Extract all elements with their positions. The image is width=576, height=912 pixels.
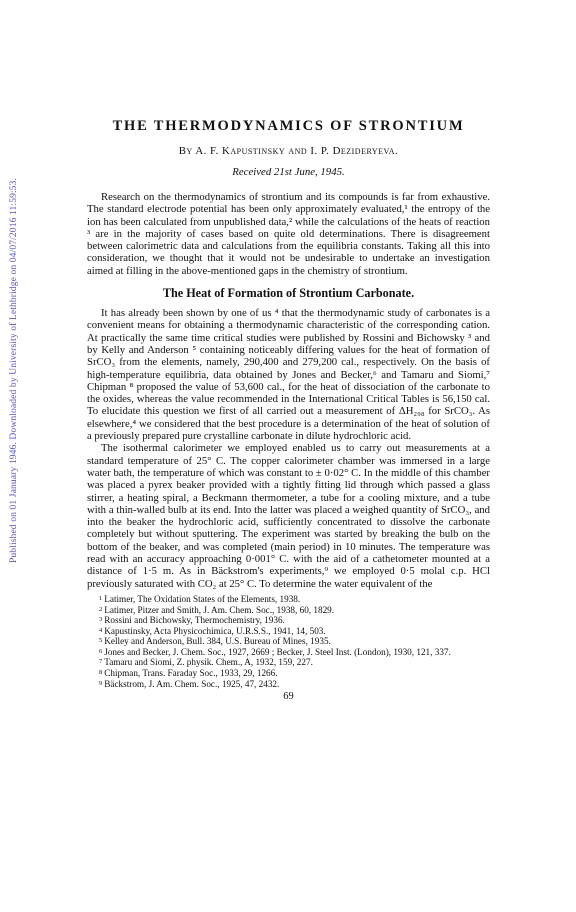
received-date: Received 21st June, 1945. [232,166,345,178]
footnote: $^6$ Jones and Becker, J. Chem. Soc., 1927, 2669 ; Becker, J. Steel Inst. (London), 1930, 121, 337. [99,646,451,657]
article-page [87,104,490,702]
footnotes-list [87,594,490,689]
footnote: $^9$ Bäckstrom, J. Am. Chem. Soc., 1925, 47, 2432. [99,678,280,689]
footnote: $^8$ Chipman, Trans. Faraday Soc., 1933, 29, 1266. [99,668,278,679]
article-body [87,191,490,590]
footnote: $^2$ Latimer, Pitzer and Smith, J. Am. Chem. Soc., 1938, 60, 1829. [99,604,335,615]
download-notice-sidebar [6,150,22,590]
footnote: $^7$ Tamaru and Siomi, Z. physik. Chem., A, 1932, 159, 227. [99,657,313,668]
download-notice-text: Published on 01 January 1946. Downloaded by University of Lethbridge on 04/07/2016 11:59:53. [8,177,20,563]
body-paragraph-3: The isothermal calorimeter we employed enabled us to carry out measurements at a standard temperature of 25° C. The copper calorimeter chamber was immersed in a large water bath, the temperature of which was constant to ± 0·02° C. In the middle of this chamber was placed a pyrex beaker provided with a tightly fitting lid through which passed a glass stirrer, a heating spiral, a Beckmann thermometer, a tube for a cooling mixture, and a tube with a thin-walled bulb at its end. Into the latter was placed a weighed quantity of SrCO₃, and into the beaker the hydrochloric acid, sufficiently concentrated to dissolve the carbonate completely but without sputtering. The experiment was started by breaking the bulb on the bottom of the beaker, and was completed (main period) in 10 minutes. The temperature was read with an accuracy approaching 0·001° C. with the aid of a cathetometer mounted at a distance of 1·5 m. As in Bäckstrom's experiments,⁹ we employed 0·5 molal c.p. HCl previously saturated with CO₂ at 25° C. To determine the water equivalent of the [87,442,490,590]
footnote: $^1$ Latimer, The Oxidation States of the Elements, 1938. [99,593,301,604]
article-byline: By A. F. Kapustinsky and I. P. Dezideryeva. [178,145,399,157]
body-paragraph-2: It has already been shown by one of us ⁴ that the thermodynamic study of carbonates is a convenient means for obtaining a thermodynamic characteristic of the corresponding cation. At practically the same time critical studies were published by Rossini and Bichowsky ³ and by Kelly and Anderson ⁵ containing noticeably differing values for the heat of formation of SrCO₃ from the elements, namely, 290,400 and 279,200 cal., respectively. On the basis of high-temperature equilibria, data obtained by Jones and Becker,⁶ and Tamaru and Siomi,⁷ Chipman ⁸ proposed the value of 53,600 cal., for the heat of dissociation of the carbonate to the oxides, whereas the value recommended in the International Critical Tables is 56,150 cal. To elucidate this question we first of all carried out a measurement of ΔH₂₉₈ for SrCO₃. As elsewhere,⁴ we considered that the best procedure is a determination of the heat of solution of a previously prepared pure crystalline carbonate in dilute hydrochloric acid. [87,307,490,443]
page-number: 69 [283,691,294,703]
intro-paragraph: Research on the thermodynamics of strontium and its compounds is far from exhaustive. The standard electrode potential has been only approximately evaluated,¹ the entropy of the ion has been calculated from unpublished data,² while the calculations of the heats of reaction ³ are in the majority of cases based on quite old determinations. There is disagreement between calorimetric data and calculations from the equilibria constants. Taking all this into consideration, we thought that it would not be undesirable to undertake an investigation aimed at filling in the above-mentioned gaps in the chemistry of strontium. [87,191,490,277]
footnote: $^4$ Kapustinsky, Acta Physicochimica, U.R.S.S., 1941, 14, 503. [99,625,326,636]
footnote: $^5$ Kelley and Anderson, Bull. 384, U.S. Bureau of Mines, 1935. [99,636,331,647]
section-heading: The Heat of Formation of Strontium Carbonate. [162,286,415,301]
article-title: THE THERMODYNAMICS OF STRONTIUM [112,118,465,134]
footnote: $^3$ Rossini and Bichowsky, Thermochemistry, 1936. [99,615,285,626]
